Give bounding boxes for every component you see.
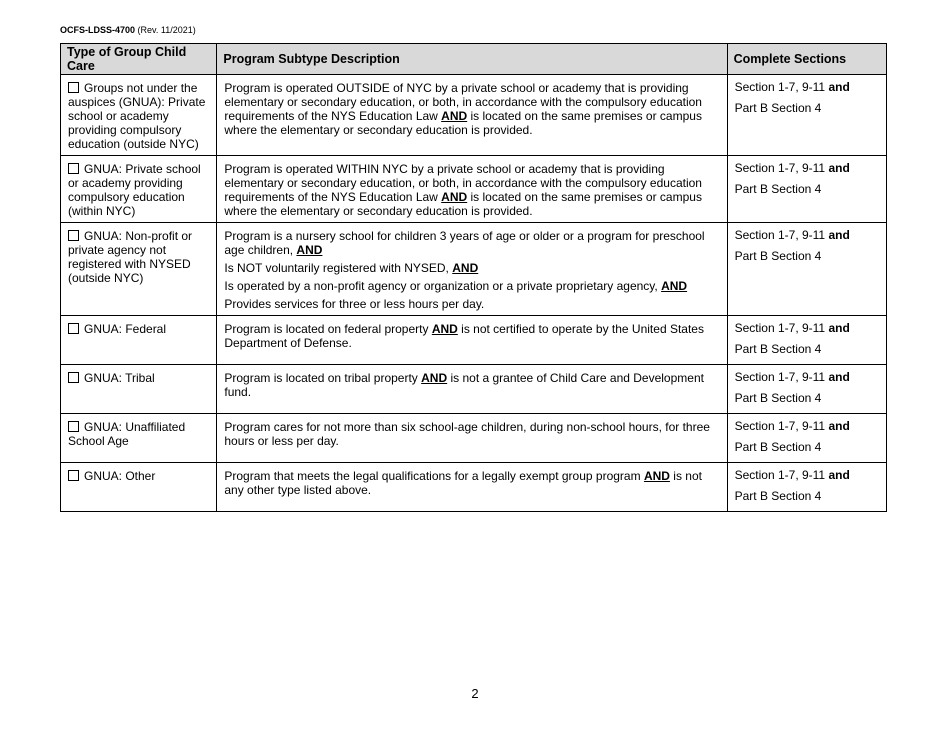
type-checkbox[interactable] (68, 470, 79, 481)
description-text: Program cares for not more than six school-age children, during non-school hours, for three hours or less per day. (224, 420, 710, 448)
description-text: Provides services for three or less hours per day. (224, 297, 485, 311)
sections-cell (727, 156, 886, 223)
sections-range: Section 1-7, 9-11 (734, 80, 829, 94)
description-text: is not any other type listed above. (224, 469, 702, 497)
sections-line (735, 77, 880, 98)
description-text: Program is a nursery school for children 3 years of age or older or a program for preschool age children, (224, 229, 705, 257)
and-emphasis: AND (643, 469, 670, 483)
type-label: GNUA: Non-profit or private agency not registered with NYSED (outside NYC) (68, 229, 193, 285)
table-row (61, 414, 887, 463)
description-text: Program is operated OUTSIDE of NYC by a private school or academy that is providing elementary or secondary education, or both, in accordance with the compulsory education requirements of the NYS Education Law (224, 81, 702, 123)
table-row (61, 223, 887, 316)
type-cell (61, 75, 217, 156)
description-paragraph (224, 322, 720, 350)
sections-and: and (828, 161, 850, 175)
program-subtype-table (60, 43, 887, 512)
description-text: Is operated by a non-profit agency or organization or a private proprietary agency, (224, 279, 662, 293)
type-label: Groups not under the auspices (GNUA): Private school or academy providing compulsory education (outside NYC) (68, 81, 206, 151)
sections-range: Section 1-7, 9-11 (734, 370, 829, 384)
description-paragraph (224, 297, 720, 311)
sections-and: and (828, 80, 850, 94)
table-row (61, 463, 887, 512)
and-emphasis: AND (296, 243, 323, 257)
sections-range: Section 1-7, 9-11 (734, 468, 829, 482)
description-paragraph (224, 371, 720, 399)
sections-part-b: Part B Section 4 (734, 182, 822, 196)
type-cell (61, 365, 217, 414)
form-revision: (Rev. 11/2021) (137, 25, 196, 35)
and-emphasis: AND (431, 322, 458, 336)
form-code-id: OCFS-LDSS-4700 (60, 25, 136, 35)
description-text: is located on the same premises or campus where the elementary or secondary education is provided. (224, 190, 702, 218)
sections-part-b: Part B Section 4 (734, 440, 822, 454)
and-emphasis: AND (441, 190, 468, 204)
sections-and: and (828, 228, 850, 242)
sections-cell (727, 223, 886, 316)
description-paragraph (224, 279, 720, 293)
description-paragraph (224, 261, 720, 275)
description-text: Is NOT voluntarily registered with NYSED, (224, 261, 453, 275)
page-number: 2 (471, 686, 479, 701)
description-paragraph (224, 229, 720, 257)
sections-range: Section 1-7, 9-11 (734, 161, 829, 175)
form-code (60, 25, 196, 35)
description-text: Program is located on tribal property (224, 371, 422, 385)
column-header-description: Program Subtype Description (217, 44, 727, 75)
type-checkbox[interactable] (68, 82, 79, 93)
type-label: GNUA: Unaffiliated School Age (68, 420, 186, 448)
type-checkbox[interactable] (68, 372, 79, 383)
sections-line (735, 225, 880, 246)
table-row (61, 75, 887, 156)
description-cell (217, 365, 727, 414)
type-label: GNUA: Other (84, 469, 156, 483)
sections-cell (727, 365, 886, 414)
sections-line (735, 367, 880, 388)
description-cell (217, 463, 727, 512)
sections-and: and (828, 370, 850, 384)
and-emphasis: AND (661, 279, 688, 293)
sections-range: Section 1-7, 9-11 (734, 419, 829, 433)
column-header-type: Type of Group Child Care (61, 44, 217, 75)
table-body (61, 75, 887, 512)
table-row (61, 316, 887, 365)
and-emphasis: AND (441, 109, 468, 123)
sections-line (735, 465, 880, 486)
sections-line (735, 416, 880, 437)
type-label: GNUA: Private school or academy providing compulsory education (within NYC) (68, 162, 201, 218)
sections-and: and (828, 468, 850, 482)
sections-and: and (828, 321, 850, 335)
sections-range: Section 1-7, 9-11 (734, 228, 829, 242)
sections-part-b: Part B Section 4 (734, 342, 822, 356)
type-label: GNUA: Federal (84, 322, 167, 336)
sections-line (735, 158, 880, 179)
type-checkbox[interactable] (68, 323, 79, 334)
description-paragraph (224, 162, 720, 218)
sections-part-b: Part B Section 4 (734, 101, 822, 115)
type-cell (61, 223, 217, 316)
sections-part-b: Part B Section 4 (734, 391, 822, 405)
type-checkbox[interactable] (68, 163, 79, 174)
sections-cell (727, 316, 886, 365)
description-cell (217, 223, 727, 316)
table-row (61, 156, 887, 223)
description-text: Program is located on federal property (224, 322, 432, 336)
sections-cell (727, 463, 886, 512)
sections-part-b: Part B Section 4 (734, 489, 822, 503)
description-cell (217, 316, 727, 365)
sections-and: and (828, 419, 850, 433)
description-text: Program is operated WITHIN NYC by a private school or academy that is providing elementary or secondary education, or both, in accordance with the compulsory education requirements of the NYS Education Law (224, 162, 702, 204)
and-emphasis: AND (452, 261, 479, 275)
table-row (61, 365, 887, 414)
sections-part-b: Part B Section 4 (734, 249, 822, 263)
type-cell (61, 414, 217, 463)
description-text: is not a grantee of Child Care and Development fund. (224, 371, 704, 399)
column-header-sections: Complete Sections (727, 44, 886, 75)
sections-range: Section 1-7, 9-11 (734, 321, 829, 335)
description-text: Program that meets the legal qualifications for a legally exempt group program (224, 469, 644, 483)
sections-cell (727, 75, 886, 156)
description-cell (217, 156, 727, 223)
type-cell (61, 463, 217, 512)
description-paragraph (224, 420, 720, 448)
description-text: is not certified to operate by the United States Department of Defense. (224, 322, 704, 350)
description-cell (217, 414, 727, 463)
type-cell (61, 156, 217, 223)
type-cell (61, 316, 217, 365)
table-header-row (61, 44, 887, 75)
description-text: is located on the same premises or campus where the elementary or secondary education is provided. (224, 109, 702, 137)
type-checkbox[interactable] (68, 421, 79, 432)
and-emphasis: AND (421, 371, 448, 385)
description-paragraph (224, 81, 720, 137)
type-checkbox[interactable] (68, 230, 79, 241)
description-cell (217, 75, 727, 156)
sections-line (735, 318, 880, 339)
description-paragraph (224, 469, 720, 497)
type-label: GNUA: Tribal (84, 371, 155, 385)
sections-cell (727, 414, 886, 463)
